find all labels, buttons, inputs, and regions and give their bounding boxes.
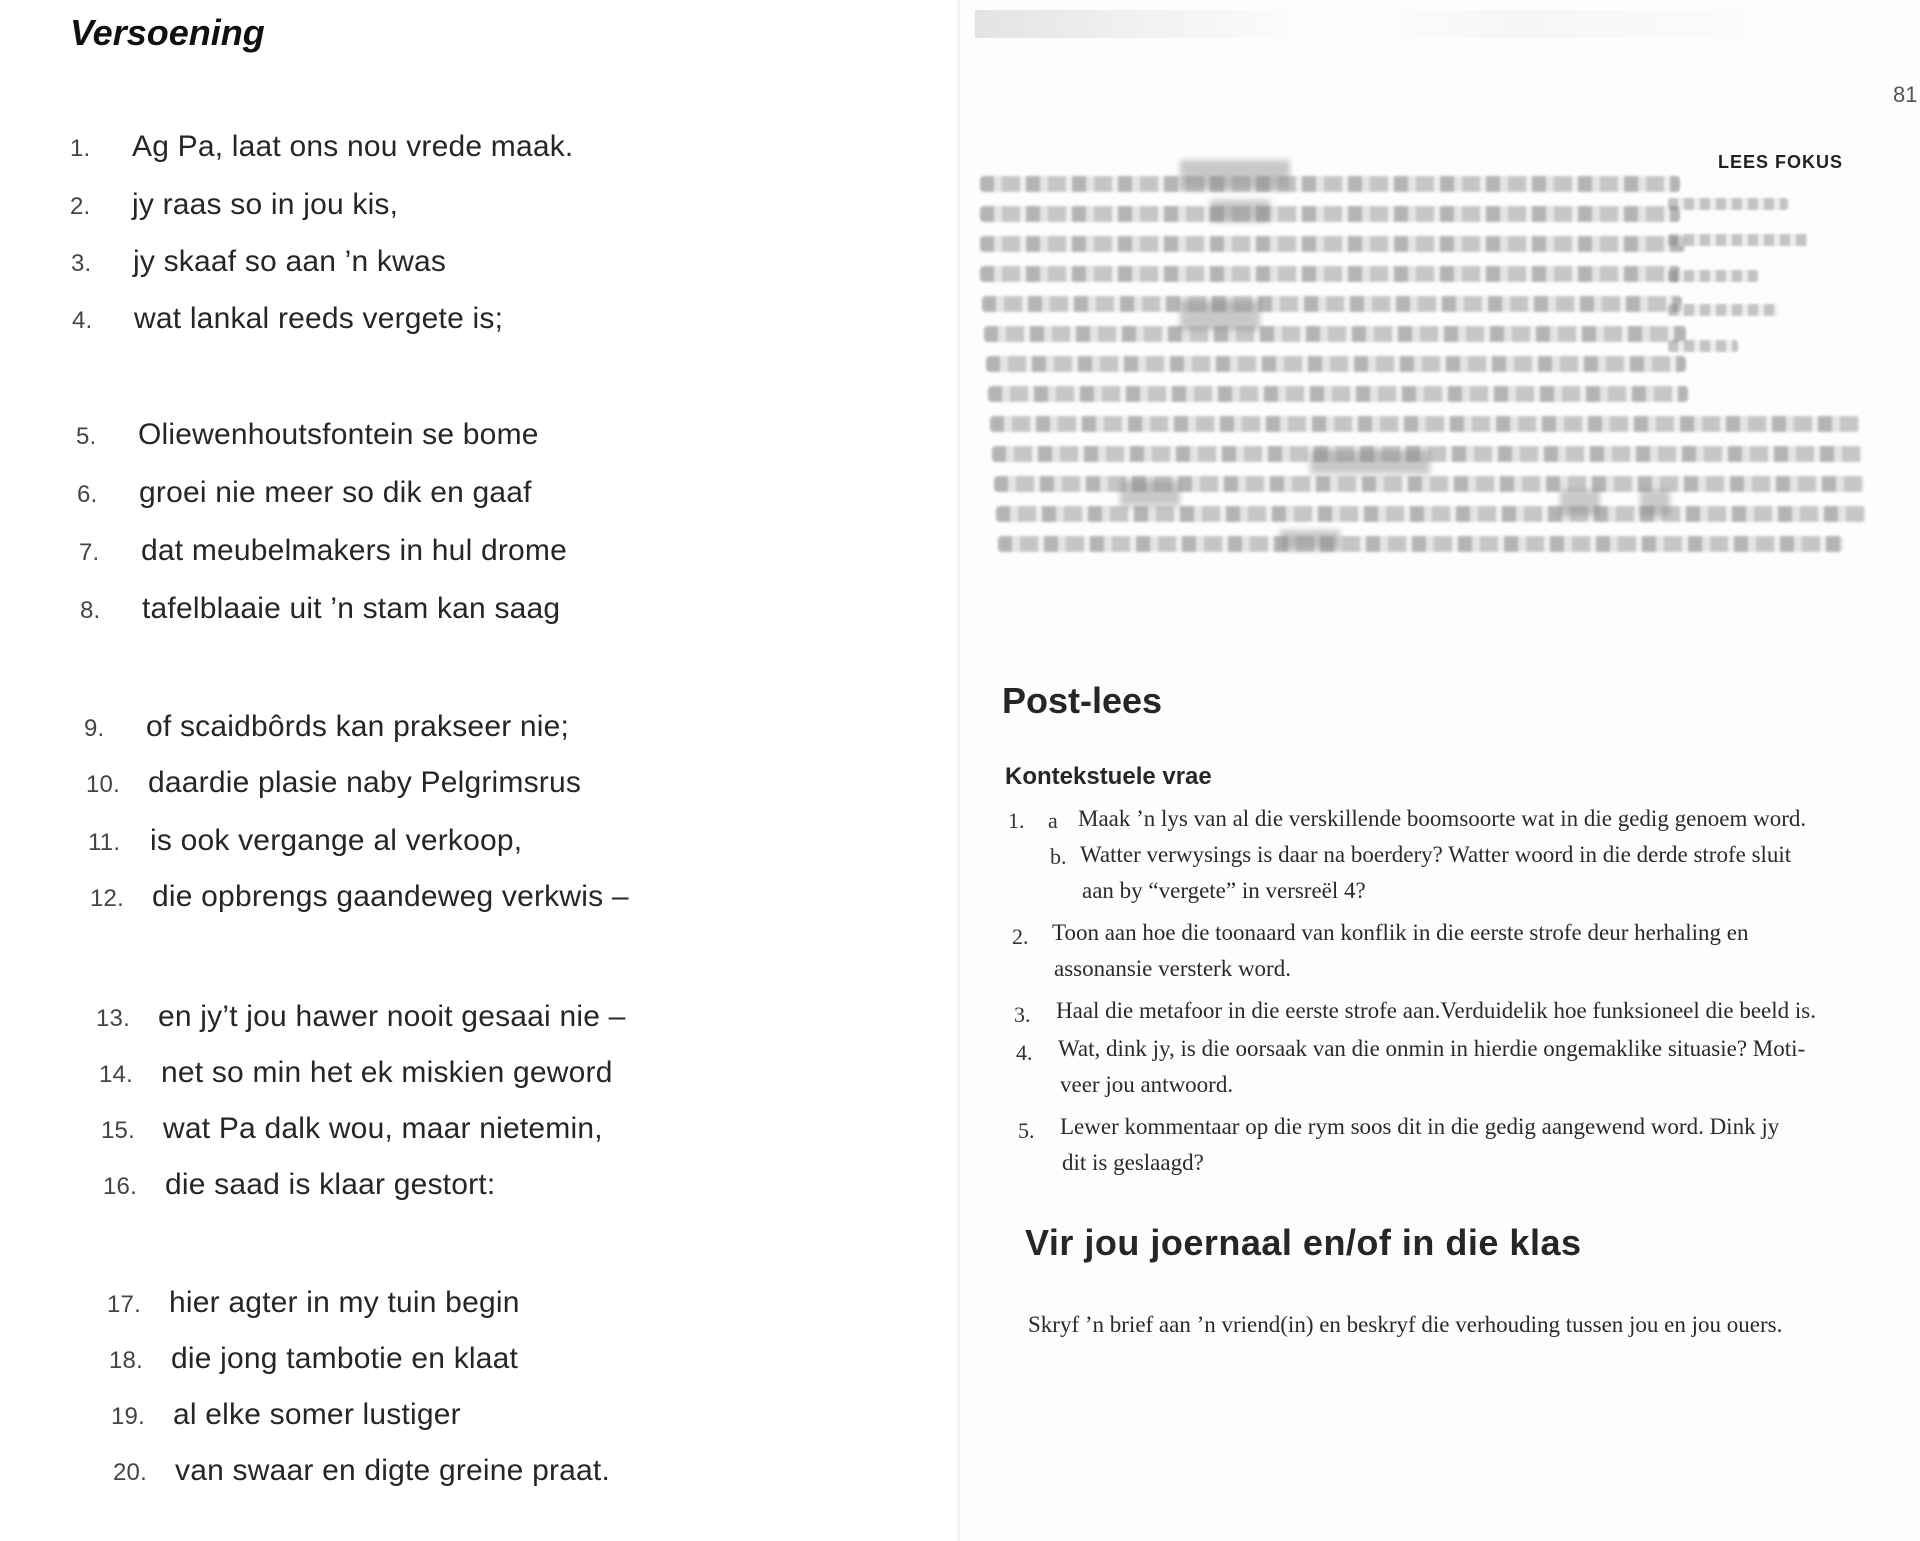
poem-line: [80, 592, 560, 626]
question-text: aan by “vergete” in versreël 4?: [1082, 878, 1366, 903]
line-number: 15.: [101, 1117, 135, 1144]
page-number: 81: [1893, 82, 1918, 107]
line-number: 4.: [72, 307, 93, 334]
line-number: 2.: [70, 193, 91, 220]
line-text: Ag Pa, laat ons nou vrede maak.: [132, 130, 574, 163]
line-text: van swaar en digte greine praat.: [175, 1454, 610, 1487]
line-text: al elke somer lustiger: [173, 1398, 461, 1431]
question-sub-letter: b.: [1050, 844, 1067, 869]
poem-line: [72, 302, 503, 336]
poem-line: [77, 476, 532, 510]
line-number: 8.: [80, 597, 101, 624]
line-text: jy skaaf so aan ’n kwas: [133, 245, 447, 278]
question-text: Watter verwysings is daar na boerdery? Watter woord in die derde strofe sluit: [1080, 842, 1792, 867]
line-number: 13.: [96, 1005, 130, 1032]
line-text: die saad is klaar gestort:: [165, 1168, 496, 1201]
line-number: 20.: [113, 1459, 147, 1486]
question-text: veer jou antwoord.: [1060, 1072, 1234, 1097]
line-number: 16.: [103, 1173, 137, 1200]
kontekstuele-vrae-heading: Kontekstuele vrae: [1005, 763, 1212, 790]
poem-line: [107, 1286, 520, 1320]
line-text: daardie plasie naby Pelgrimsrus: [148, 766, 582, 799]
poem-line: [101, 1112, 603, 1146]
line-number: 3.: [71, 250, 92, 277]
line-text: die jong tambotie en klaat: [171, 1342, 519, 1375]
question-sub-letter: a: [1048, 808, 1058, 833]
line-number: 19.: [111, 1403, 145, 1430]
line-number: 18.: [109, 1347, 143, 1374]
line-text: of scaidbôrds kan prakseer nie;: [146, 710, 570, 743]
line-number: 6.: [77, 481, 98, 508]
question-text: Haal die metafoor in die eerste strofe aan.Verduidelik hoe funksioneel die beeld is.: [1056, 998, 1816, 1023]
poem-line: [113, 1454, 610, 1488]
question-number: 1.: [1008, 808, 1025, 833]
line-number: 11.: [88, 829, 121, 856]
line-text: groei nie meer so dik en gaaf: [139, 476, 532, 509]
question-number: 3.: [1014, 1002, 1031, 1027]
journal-prompt: Skryf ’n brief aan ’n vriend(in) en beskryf die verhouding tussen jou en jou ouers.: [1028, 1312, 1783, 1337]
line-number: 5.: [76, 423, 97, 450]
question-text: assonansie versterk word.: [1054, 956, 1291, 981]
line-number: 14.: [99, 1061, 133, 1088]
redacted-text-block: [980, 150, 1870, 620]
poem-line: [79, 534, 567, 568]
poem-line: [84, 710, 569, 744]
question-number: 2.: [1012, 924, 1029, 949]
question-text: Toon aan hoe die toonaard van konflik in die eerste strofe deur herhaling en: [1052, 920, 1749, 945]
poem-title: Versoening: [70, 12, 265, 53]
line-text: hier agter in my tuin begin: [169, 1286, 520, 1319]
question-text: Maak ’n lys van al die verskillende boomsoorte wat in die gedig genoem word.: [1078, 806, 1807, 831]
poem-line: [88, 824, 522, 858]
line-number: 7.: [79, 539, 100, 566]
line-number: 1.: [70, 135, 91, 162]
line-text: jy raas so in jou kis,: [132, 188, 399, 221]
line-number: 12.: [90, 885, 124, 912]
line-text: Oliewenhoutsfontein se bome: [138, 418, 539, 451]
line-text: die opbrengs gaandeweg verkwis –: [152, 880, 629, 913]
question-number: 5.: [1018, 1118, 1035, 1143]
poem-line: [76, 418, 539, 452]
journal-heading: Vir jou joernaal en/of in die klas: [1025, 1222, 1582, 1263]
line-text: tafelblaaie uit ’n stam kan saag: [142, 592, 561, 625]
poem-line: [70, 188, 398, 222]
line-number: 9.: [84, 715, 105, 742]
poem-line: [90, 880, 629, 914]
line-text: net so min het ek miskien geword: [161, 1056, 613, 1089]
poem-line: [99, 1056, 613, 1090]
line-number: 17.: [107, 1291, 141, 1318]
question-text: dit is geslaagd?: [1062, 1150, 1204, 1175]
poem-line: [71, 245, 446, 279]
poem-line: [96, 1000, 626, 1034]
poem-line: [109, 1342, 518, 1376]
line-text: wat lankal reeds vergete is;: [134, 302, 504, 335]
poem-line: [111, 1398, 461, 1432]
poem-line: [86, 766, 581, 800]
line-text: en jy’t jou hawer nooit gesaai nie –: [158, 1000, 626, 1033]
line-text: wat Pa dalk wou, maar nietemin,: [163, 1112, 603, 1145]
question-text: Lewer kommentaar op die rym soos dit in die gedig aangewend word. Dink jy: [1060, 1114, 1780, 1139]
poem-line: [70, 130, 573, 164]
running-head-scan-artifact: [975, 10, 1875, 38]
question-text: Wat, dink jy, is die oorsaak van die onmin in hierdie ongemaklike situasie? Moti-: [1058, 1036, 1806, 1061]
lees-fokus-label: LEES FOKUS: [1718, 152, 1844, 172]
line-text: is ook vergange al verkoop,: [150, 824, 523, 857]
line-text: dat meubelmakers in hul drome: [141, 534, 568, 567]
question-number: 4.: [1016, 1040, 1033, 1065]
poem-line: [103, 1168, 495, 1202]
line-number: 10.: [86, 771, 120, 798]
post-lees-heading: Post-lees: [1002, 680, 1163, 721]
